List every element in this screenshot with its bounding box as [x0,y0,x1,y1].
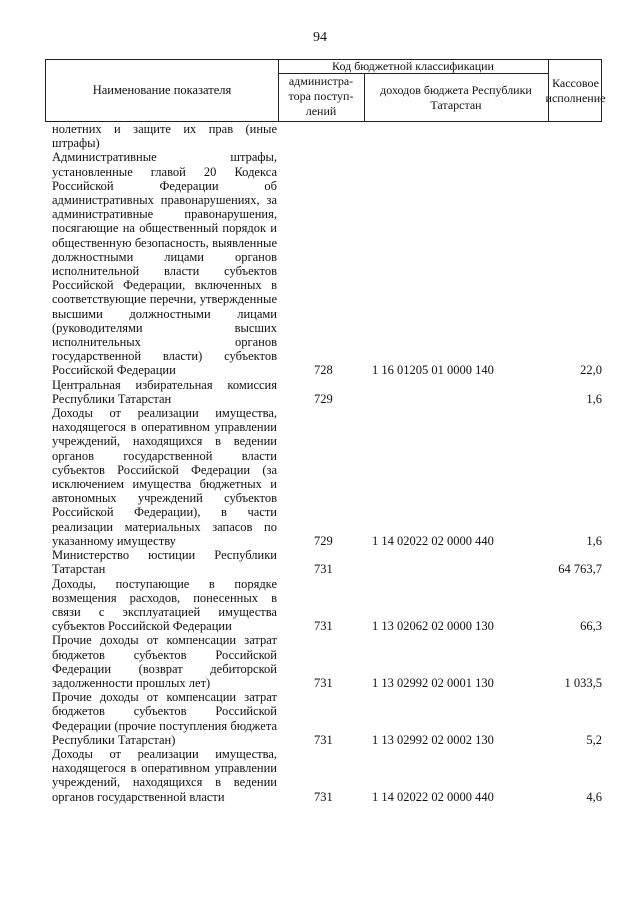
row-name: нолетних и защите их прав (иные штрафы) [52,122,277,151]
row-amount: 1,6 [586,391,602,406]
row-admin-code: 731 [314,789,333,804]
row-income-code: 1 14 02022 02 0000 440 [372,533,494,548]
row-admin-code: 731 [314,732,333,747]
header-admin-col: администра-тора поступ-лений [278,74,365,121]
header-exec-col: Кассовое исполнение [548,60,602,121]
row-income-code: 1 13 02062 02 0000 130 [372,619,494,634]
table-row [52,406,602,548]
row-admin-code: 729 [314,391,333,406]
row-name: Центральная избирательная комиссия Республики Татарстан [52,377,277,406]
row-amount: 66,3 [580,619,602,634]
row-income-code: 1 13 02992 02 0001 130 [372,675,494,690]
row-name: Прочие доходы от компенсации затрат бюджетов субъектов Российской Федерации (прочие поступления бюджета Республики Татарстан) [52,690,277,747]
table-row [52,150,602,377]
row-income-code: 1 13 02992 02 0002 130 [372,732,494,747]
table-row [52,122,602,150]
table-row [52,633,602,690]
table-row [52,548,602,576]
table-body [52,122,602,804]
table-row [52,378,602,406]
header-income-col: доходов бюджета Республики Татарстан [380,82,532,112]
row-income-code: 1 14 02022 02 0000 440 [372,789,494,804]
row-admin-code: 731 [314,675,333,690]
row-amount: 4,6 [586,789,602,804]
row-amount: 64 763,7 [558,562,602,577]
row-name: Прочие доходы от компенсации затрат бюджетов субъектов Российской Федерации (возврат дебиторской задолженности прошлых лет) [52,633,277,690]
row-name: Министерство юстиции Республики Татарстан [52,548,277,577]
row-name: Административные штрафы, установленные главой 20 Кодекса Российской Федерации об административных правонарушениях, за административные правонарушения, посягающие на общественный порядок и общественную безопасность, выявленные должностными лицами органов исполнительной власти субъектов Российской Федерации, включенных в соответствующие перечни, утвержденные высшими должностными лицами (руководителями высших исполнительных органов государственной власти) субъектов Российской Федерации [52,150,277,378]
header-name-col: Наименование показателя [46,60,279,121]
page-number: 94 [313,30,327,45]
row-name: Доходы от реализации имущества, находящегося в оперативном управлении учреждений, находящихся в ведении органов государственной власти [52,746,277,804]
row-admin-code: 731 [314,619,333,634]
header-kod-title: Код бюджетной классификации [278,60,548,74]
row-name: Доходы, поступающие в порядке возмещения расходов, понесенных в связи с эксплуатацией имущества субъектов Российской Федерации [52,576,277,634]
table-row [52,747,602,804]
table-row [52,577,602,634]
row-admin-code: 728 [314,363,333,378]
table-row [52,690,602,747]
table-header [45,59,606,122]
row-amount: 1 033,5 [564,675,602,690]
row-admin-code: 731 [314,562,333,577]
row-amount: 5,2 [586,732,602,747]
row-name: Доходы от реализации имущества, находящегося в оперативном управлении учреждений, находящихся в ведении органов государственной власти субъектов Российской Федерации (за исключением имущества бюджетных и автономных учреждений субъектов Российской Федерации), в части реализации материальных запасов по указанному имуществу [52,406,277,548]
row-amount: 1,6 [586,533,602,548]
row-amount: 22,0 [580,363,602,378]
row-income-code: 1 16 01205 01 0000 140 [372,363,494,378]
row-admin-code: 729 [314,533,333,548]
